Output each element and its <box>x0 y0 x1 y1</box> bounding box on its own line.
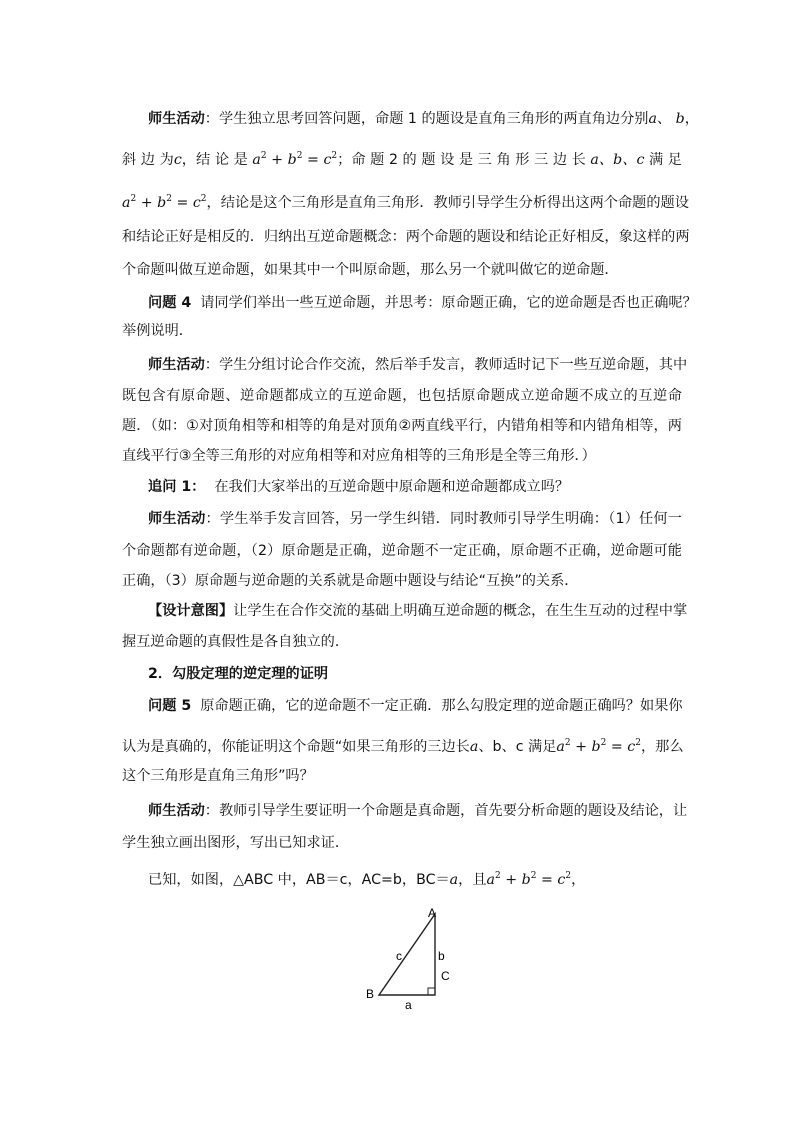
question-4-label: 问题 4 <box>148 295 192 311</box>
section-heading: 2．勾股定理的逆定理的证明 <box>148 666 329 682</box>
given-statement: 已知，如图，△ABC 中，AB＝c，AC=b，BC＝a，且$a^2 + b^2 = c^2$， <box>148 871 586 888</box>
question-5-line-2: 认为是真确的，你能证明这个命题“如果三角形的三边长a、b、c 满足$a^2 + b^2 = c^2$，那么 <box>122 738 684 755</box>
p2-line-2: 既包含有原命题、逆命题都成立的互逆命题，也包括原命题成立逆命题不成立的互逆命 <box>122 388 682 404</box>
p1-line-1: 师生活动：学生独立思考回答问题，命题 1 的题设是直角三角形的两直角边分别a、 b， <box>148 111 699 127</box>
design-intent-line-1: 【设计意图】让学生在合作交流的基础上明确互逆命题的概念，在生生互动的过程中掌 <box>148 603 688 619</box>
activity-label: 师生活动 <box>148 111 205 127</box>
p2-line-3: 题．（如：①对顶角相等和相等的角是对顶角②两直线平行，内错角相等和内错角相等，两 <box>122 418 682 434</box>
right-triangle-figure <box>360 900 460 1020</box>
side-a-label: a <box>405 998 412 1012</box>
p3-line-2: 个命题都有逆命题，（2）原命题是正确，逆命题不一定正确，原命题不正确，逆命题可能 <box>122 543 682 559</box>
activity-label: 师生活动 <box>148 803 205 819</box>
vertex-c-label: C <box>441 969 450 983</box>
p1-line-2: 斜 边 为c，结 论 是 $a^2 + b^2 = c^2$；命 题 2 的 题 设 是 三 角 形 三 边 长 a、b、c 满 足 <box>122 151 682 168</box>
pythagorean-equation: $a^2 + b^2 = c^2$ <box>556 738 641 755</box>
question-5-label: 问题 5 <box>148 698 192 714</box>
p3-line-1: 师生活动：学生举手发言回答，另一学生纠错．同时教师引导学生明确：（1）任何一 <box>148 511 682 527</box>
p3-line-3: 正确，（3）原命题与逆命题的关系就是命题中题设与结论“互换”的关系． <box>122 573 579 589</box>
activity-label: 师生活动 <box>148 511 206 527</box>
question-4-line-2: 举例说明． <box>122 323 193 339</box>
design-intent-line-2: 握互逆命题的真假性是各自独立的． <box>122 634 350 650</box>
design-intent-label: 【设计意图】 <box>148 603 234 619</box>
vertex-b-label: B <box>366 987 375 1001</box>
p4-line-2: 学生独立画出图形，写出已知求证． <box>122 835 350 851</box>
side-c-label: c <box>396 949 402 963</box>
follow-up-1: 追问 1： 在我们大家举出的互逆命题中原命题和逆命题都成立吗？ <box>148 479 570 495</box>
p1-line-3: $a^2 + b^2 = c^2$，结论是这个三角形是直角三角形．教师引导学生分析得出这两个命题的题设 <box>122 194 689 211</box>
side-b-label: b <box>438 949 445 963</box>
triangle-abc <box>379 914 435 995</box>
p2-line-1: 师生活动：学生分组讨论合作交流，然后举手发言，教师适时记下一些互逆命题，其中 <box>148 357 688 373</box>
activity-label: 师生活动 <box>148 357 205 373</box>
p2-line-4: 直线平行③全等三角形的对应角相等和对应角相等的三角形是全等三角形．） <box>122 448 596 464</box>
pythagorean-equation: $a^2 + b^2 = c^2$ <box>122 194 207 211</box>
p1-line-5: 个命题叫做互逆命题，如果其中一个叫原命题，那么另一个就叫做它的逆命题． <box>122 262 619 278</box>
question-5-line-1: 问题 5 原命题正确，它的逆命题不一定正确．那么勾股定理的逆命题正确吗？如果你 <box>148 698 683 714</box>
p1-line-4: 和结论正好是相反的．归纳出互逆命题概念：两个命题的题设和结论正好相反，象这样的两 <box>122 229 690 245</box>
question-4-line-1: 问题 4 请同学们举出一些互逆命题，并思考：原命题正确，它的逆命题是否也正确呢？ <box>148 295 697 311</box>
vertex-a-label: A <box>428 906 437 920</box>
p4-line-1: 师生活动：教师引导学生要证明一个命题是真命题，首先要分析命题的题设及结论，让 <box>148 803 688 819</box>
pythagorean-equation: $a^2 + b^2 = c^2$ <box>486 871 572 888</box>
right-angle-marker <box>428 988 435 995</box>
pythagorean-equation: $a^2 + b^2 = c^2$ <box>252 151 338 168</box>
follow-up-label: 追问 1： <box>148 479 206 495</box>
question-5-line-3: 这个三角形是直角三角形”吗？ <box>122 768 314 784</box>
